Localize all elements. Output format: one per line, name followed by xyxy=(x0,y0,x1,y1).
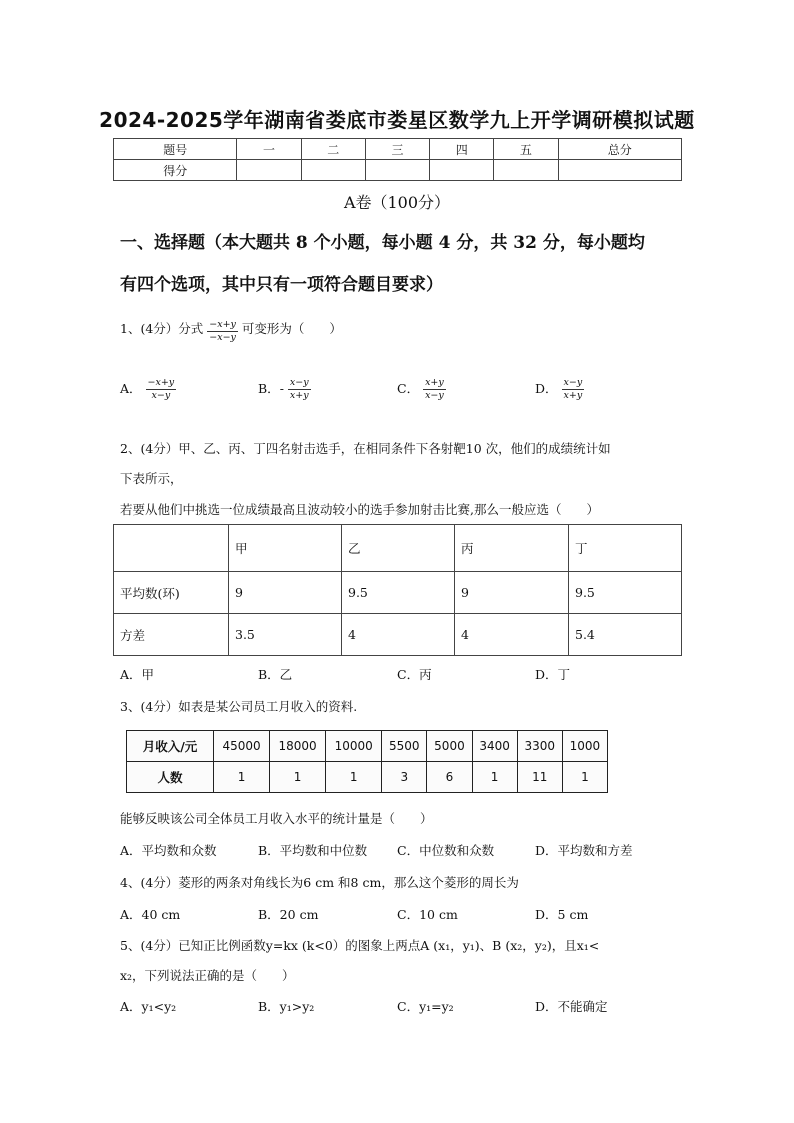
table-cell: 4 xyxy=(455,614,569,656)
income-table xyxy=(126,730,608,793)
question-2-option-b[interactable]: B．乙 xyxy=(258,667,293,682)
count-cell: 1 xyxy=(472,762,517,793)
question-3-option-a[interactable]: A．平均数和众数 xyxy=(120,843,217,858)
income-cell: 5000 xyxy=(427,731,472,762)
count-label-cell: 人数 xyxy=(127,762,214,793)
score-header-cell: 二 xyxy=(301,139,365,160)
table-header-cell: 丁 xyxy=(569,525,682,572)
score-cell xyxy=(494,160,558,181)
income-label-cell: 月收入/元 xyxy=(127,731,214,762)
table-cell: 5.4 xyxy=(569,614,682,656)
count-cell: 11 xyxy=(517,762,562,793)
option-fraction xyxy=(562,377,585,402)
question-2-option-d[interactable]: D．丁 xyxy=(535,667,571,682)
question-3-option-b[interactable]: B．平均数和中位数 xyxy=(258,843,368,858)
question-4-option-c[interactable]: C．10 cm xyxy=(397,907,458,922)
score-cell xyxy=(365,160,429,181)
table-header-row xyxy=(114,525,682,572)
score-row-label: 得分 xyxy=(114,160,237,181)
score-table xyxy=(113,138,682,181)
table-header-cell xyxy=(114,525,229,572)
option-fraction xyxy=(146,377,177,402)
question-3-option-c[interactable]: C．中位数和众数 xyxy=(397,843,495,858)
score-header-cell: 题号 xyxy=(114,139,237,160)
fraction-denominator: −x−y xyxy=(209,332,236,343)
section-title-line1: 一、选择题（本大题共 8 个小题，每小题 4 分，共 32 分，每小题均 xyxy=(120,233,645,253)
table-cell: 方差 xyxy=(114,614,229,656)
question-5-line1: 5、(4分）已知正比例函数y=kx (k<0）的图象上两点A (x₁，y₁)、B (x₂，y₂)，且x₁< xyxy=(120,938,600,953)
score-header-cell: 三 xyxy=(365,139,429,160)
count-row xyxy=(127,762,608,793)
question-5-option-a[interactable]: A．y₁<y₂ xyxy=(120,999,177,1014)
question-1-prefix: 1、(4分）分式 xyxy=(120,321,204,336)
question-5-option-b[interactable]: B．y₁>y₂ xyxy=(258,999,315,1014)
score-header-cell: 一 xyxy=(237,139,301,160)
fraction-denominator: x+y xyxy=(563,390,583,401)
income-cell: 3300 xyxy=(517,731,562,762)
score-header-cell: 总分 xyxy=(558,139,681,160)
question-2-line1: 2、(4分）甲、乙、丙、丁四名射击选手，在相同条件下各射靶10 次，他们的成绩统计如 xyxy=(120,441,611,456)
table-cell: 9.5 xyxy=(569,572,682,614)
question-1-stem xyxy=(120,315,342,344)
score-header-cell: 四 xyxy=(430,139,494,160)
question-5-line2: x₂，下列说法正确的是（ ） xyxy=(120,968,295,983)
option-fraction xyxy=(288,377,311,402)
income-cell: 1000 xyxy=(562,731,607,762)
count-cell: 1 xyxy=(214,762,270,793)
question-1-option-c[interactable] xyxy=(397,377,446,402)
table-cell: 9.5 xyxy=(342,572,455,614)
score-header-cell: 五 xyxy=(494,139,558,160)
question-1-fraction xyxy=(207,319,238,344)
table-cell: 平均数(环) xyxy=(114,572,229,614)
option-label: A． xyxy=(120,381,142,396)
table-cell: 3.5 xyxy=(229,614,342,656)
fraction-numerator: x−y xyxy=(289,377,309,388)
fraction-denominator: x+y xyxy=(289,390,309,401)
fraction-numerator: x+y xyxy=(425,377,444,388)
question-2-option-c[interactable]: C．丙 xyxy=(397,667,432,682)
question-1-suffix: 可变形为（ ） xyxy=(241,321,342,336)
score-cell xyxy=(237,160,301,181)
question-4-option-a[interactable]: A．40 cm xyxy=(120,907,181,922)
shooting-stats-table xyxy=(113,524,682,656)
count-cell: 1 xyxy=(270,762,326,793)
question-4-option-d[interactable]: D．5 cm xyxy=(535,907,589,922)
section-a-heading: A卷（100分） xyxy=(343,193,451,212)
income-cell: 10000 xyxy=(326,731,382,762)
income-cell: 18000 xyxy=(270,731,326,762)
count-cell: 1 xyxy=(562,762,607,793)
count-cell: 6 xyxy=(427,762,472,793)
question-4-option-b[interactable]: B．20 cm xyxy=(258,907,319,922)
table-header-cell: 丙 xyxy=(455,525,569,572)
option-label: D． xyxy=(535,381,558,396)
section-title-line2: 有四个选项，其中只有一项符合题目要求） xyxy=(120,275,443,295)
count-cell: 1 xyxy=(326,762,382,793)
income-cell: 5500 xyxy=(382,731,427,762)
question-1-option-b[interactable] xyxy=(258,377,311,402)
option-fraction xyxy=(423,377,446,402)
income-cell: 3400 xyxy=(472,731,517,762)
fraction-denominator: x−y xyxy=(151,390,171,401)
fraction-numerator: −x+y xyxy=(147,377,175,388)
income-row xyxy=(127,731,608,762)
fraction-numerator: x−y xyxy=(563,377,583,388)
table-header-cell: 甲 xyxy=(229,525,342,572)
question-3-option-d[interactable]: D．平均数和方差 xyxy=(535,843,633,858)
question-2-line3: 若要从他们中挑选一位成绩最高且波动较小的选手参加射击比赛,那么一般应选（ ） xyxy=(120,502,599,517)
question-1-option-d[interactable] xyxy=(535,377,584,402)
question-1-option-a[interactable] xyxy=(120,377,176,402)
count-cell: 3 xyxy=(382,762,427,793)
fraction-denominator: x−y xyxy=(425,390,444,401)
fraction-numerator: −x+y xyxy=(209,319,236,330)
table-cell: 9 xyxy=(229,572,342,614)
question-2-line2: 下表所示， xyxy=(120,471,183,486)
table-row xyxy=(114,572,682,614)
table-header-cell: 乙 xyxy=(342,525,455,572)
score-table-score-row xyxy=(114,160,682,181)
option-label: C． xyxy=(397,381,420,396)
table-row xyxy=(114,614,682,656)
question-3-stem: 3、(4分）如表是某公司员工月收入的资料. xyxy=(120,699,358,714)
question-5-option-c[interactable]: C．y₁=y₂ xyxy=(397,999,454,1014)
question-5-option-d[interactable]: D．不能确定 xyxy=(535,999,608,1014)
question-2-option-a[interactable]: A．甲 xyxy=(120,667,155,682)
exam-title: 2024-2025学年湖南省娄底市娄星区数学九上开学调研模拟试题 xyxy=(99,108,695,132)
income-cell: 45000 xyxy=(214,731,270,762)
question-4-stem: 4、(4分）菱形的两条对角线长为6 cm 和8 cm，那么这个菱形的周长为 xyxy=(120,875,519,890)
option-label: B． xyxy=(258,381,280,396)
score-cell xyxy=(301,160,365,181)
option-sign: - xyxy=(279,381,284,396)
score-table-header-row xyxy=(114,139,682,160)
table-cell: 4 xyxy=(342,614,455,656)
question-3-question: 能够反映该公司全体员工月收入水平的统计量是（ ） xyxy=(120,811,433,826)
table-cell: 9 xyxy=(455,572,569,614)
score-cell xyxy=(430,160,494,181)
score-cell xyxy=(558,160,681,181)
